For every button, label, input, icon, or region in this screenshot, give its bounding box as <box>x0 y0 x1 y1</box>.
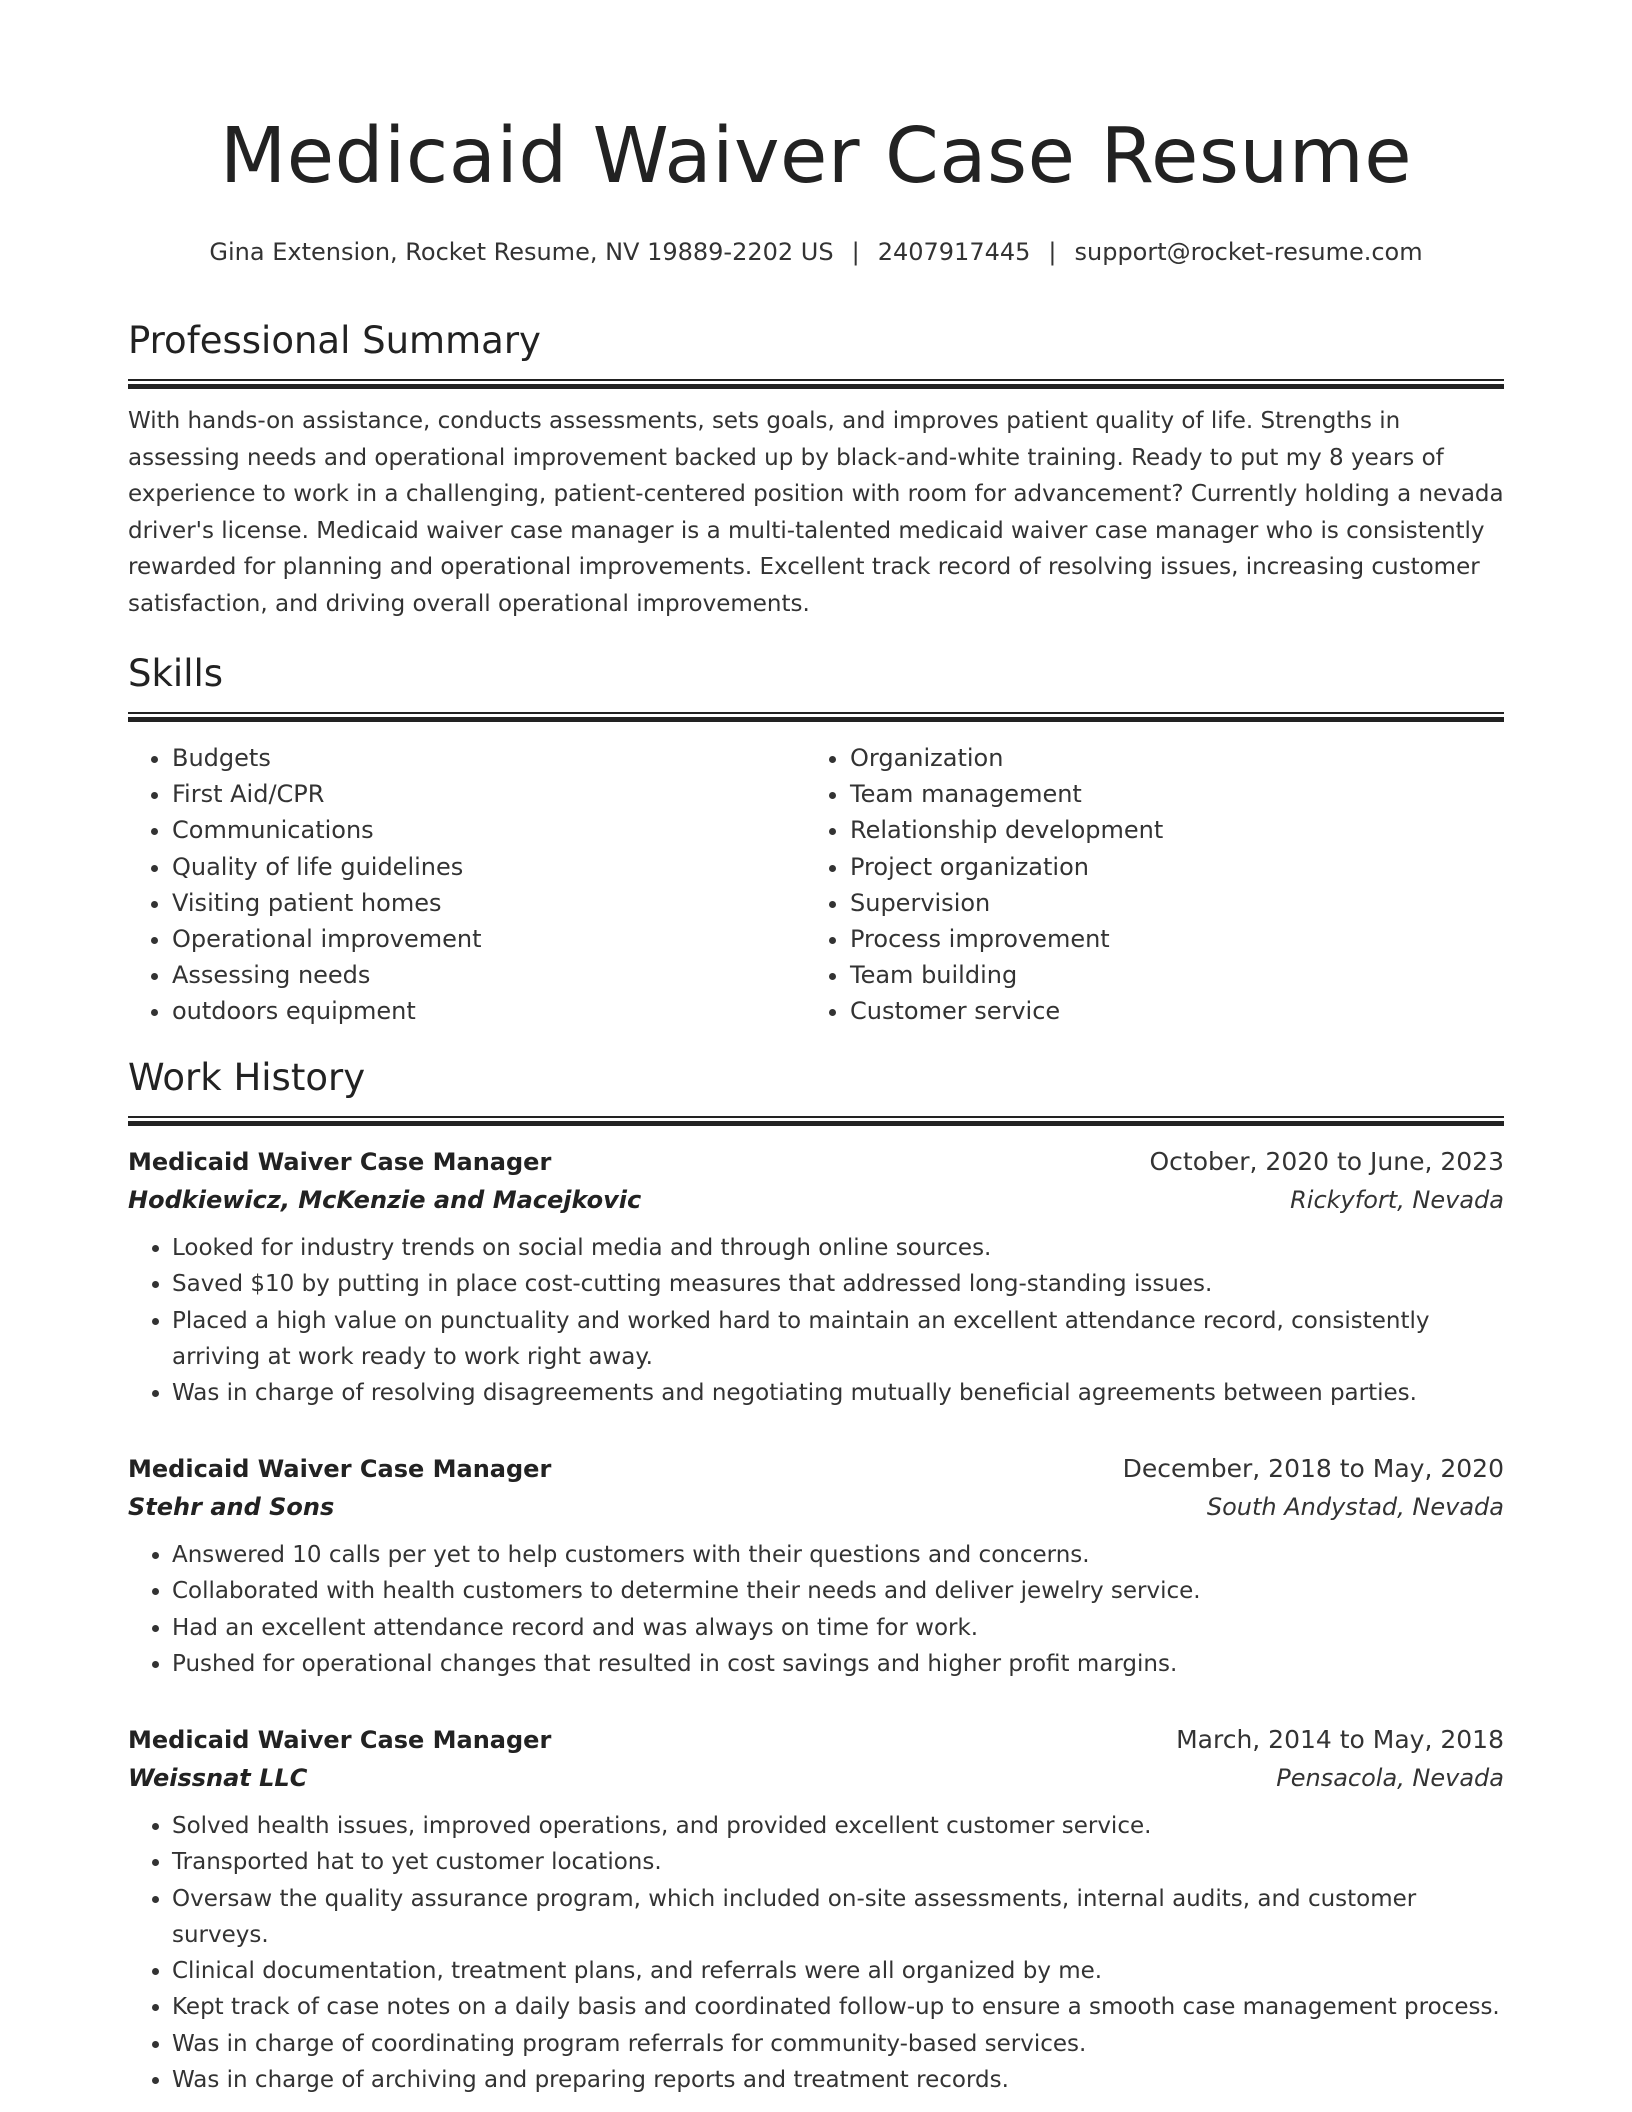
job-company: Weissnat LLC <box>128 1764 308 1792</box>
skill-item: • Assessing needs <box>172 957 806 993</box>
section-divider <box>128 1116 1504 1126</box>
contact-separator: | <box>1048 238 1057 266</box>
skill-item: • Project organization <box>850 849 1484 885</box>
job-bullet: • Kept track of case notes on a daily basis and coordinated follow-up to ensure a smooth case management process. <box>172 1989 1504 2025</box>
job-dates: December, 2018 to May, 2020 <box>1122 1454 1504 1483</box>
job-bullet: • Placed a high value on punctuality and worked hard to maintain an excellent attendance record, consistently arriving at work ready to work right away. <box>172 1303 1504 1376</box>
job-company-row <box>128 1487 1504 1527</box>
job-entry <box>128 1451 1504 1682</box>
contact-address: Gina Extension, Rocket Resume, NV 19889-2202 US <box>209 238 834 266</box>
skill-item: • Organization <box>850 740 1484 776</box>
skill-item: • Process improvement <box>850 921 1484 957</box>
job-company-row <box>128 1180 1504 1220</box>
skill-item: • outdoors equipment <box>172 993 806 1029</box>
summary-section <box>128 319 1504 622</box>
job-bullet: • Solved health issues, improved operations, and provided excellent customer service. <box>172 1808 1504 1844</box>
summary-text: With hands-on assistance, conducts assessments, sets goals, and improves patient quality of life. Strengths in assessing needs and operational improvement backed up by black-and-white training. Ready to put my 8 years of experience to work in a challenging, patient-centered position with room for advancement? Currently holding a nevada driver's license. Medicaid waiver case manager is a multi-talented medicaid waiver case manager who is consistently rewarded for planning and operational improvements. Excellent track record of resolving issues, increasing customer satisfaction, and driving overall operational improvements. <box>128 408 1504 617</box>
section-heading-skills: Skills <box>128 652 224 695</box>
job-title: Medicaid Waiver Case Manager <box>128 1726 552 1754</box>
job-location: South Andystad, Nevada <box>1206 1493 1504 1521</box>
job-bullet: • Collaborated with health customers to determine their needs and deliver jewelry service. <box>172 1573 1504 1609</box>
job-bullet: • Was in charge of coordinating program referrals for community-based services. <box>172 2026 1504 2062</box>
job-header-row <box>128 1451 1504 1487</box>
job-header-row <box>128 1722 1504 1758</box>
job-company: Stehr and Sons <box>128 1493 335 1521</box>
job-title: Medicaid Waiver Case Manager <box>128 1455 552 1483</box>
skills-section <box>128 652 1504 1030</box>
job-bullet: • Looked for industry trends on social media and through online sources. <box>172 1230 1504 1266</box>
resume-title: Medicaid Waiver Case Resume <box>219 112 1413 201</box>
job-bullet: • Transported hat to yet customer locations. <box>172 1844 1504 1880</box>
skill-item: • Visiting patient homes <box>172 885 806 921</box>
job-bullet: • Was in charge of archiving and preparing reports and treatment records. <box>172 2062 1504 2098</box>
job-location: Pensacola, Nevada <box>1276 1764 1504 1792</box>
contact-line <box>128 238 1504 267</box>
section-heading-summary: Professional Summary <box>128 319 541 362</box>
skill-item: • Team management <box>850 776 1484 812</box>
job-company-row <box>128 1758 1504 1798</box>
job-entry <box>128 1144 1504 1411</box>
job-bullet: • Pushed for operational changes that resulted in cost savings and higher profit margins. <box>172 1646 1504 1682</box>
job-location: Rickyfort, Nevada <box>1290 1186 1504 1214</box>
skill-item: • Budgets <box>172 740 806 776</box>
skill-item: • Team building <box>850 957 1484 993</box>
job-dates: March, 2014 to May, 2018 <box>1176 1725 1504 1754</box>
section-divider <box>128 712 1504 722</box>
skill-item: • Relationship development <box>850 812 1484 848</box>
job-header-row <box>128 1144 1504 1180</box>
skills-columns <box>128 740 1504 1030</box>
job-bullet: • Oversaw the quality assurance program, which included on-site assessments, internal audits, and customer surveys. <box>172 1881 1504 1954</box>
job-dates: October, 2020 to June, 2023 <box>1149 1147 1504 1176</box>
job-bullets <box>128 1537 1504 1682</box>
contact-email: support@rocket-resume.com <box>1074 238 1423 266</box>
job-bullet: • Answered 10 calls per yet to help customers with their questions and concerns. <box>172 1537 1504 1573</box>
job-title: Medicaid Waiver Case Manager <box>128 1148 552 1176</box>
job-bullet: • Clinical documentation, treatment plans, and referrals were all organized by me. <box>172 1953 1504 1989</box>
skills-list-right <box>806 740 1484 1030</box>
job-bullet: • Saved $10 by putting in place cost-cutting measures that addressed long-standing issues. <box>172 1266 1504 1302</box>
skills-list-left <box>128 740 806 1030</box>
work-history-section <box>128 1056 1504 1126</box>
job-bullets <box>128 1230 1504 1411</box>
skill-item: • First Aid/CPR <box>172 776 806 812</box>
job-bullets <box>128 1808 1504 2098</box>
job-bullet: • Was in charge of resolving disagreements and negotiating mutually beneficial agreements between parties. <box>172 1375 1504 1411</box>
job-entry <box>128 1722 1504 2098</box>
skill-item: • Operational improvement <box>172 921 806 957</box>
job-bullet: • Had an excellent attendance record and was always on time for work. <box>172 1610 1504 1646</box>
contact-phone: 2407917445 <box>877 238 1031 266</box>
section-divider <box>128 379 1504 389</box>
skill-item: • Supervision <box>850 885 1484 921</box>
skill-item: • Communications <box>172 812 806 848</box>
section-heading-work-history: Work History <box>128 1056 366 1099</box>
skill-item: • Customer service <box>850 993 1484 1029</box>
contact-separator: | <box>851 238 860 266</box>
skill-item: • Quality of life guidelines <box>172 849 806 885</box>
job-company: Hodkiewicz, McKenzie and Macejkovic <box>128 1186 642 1214</box>
